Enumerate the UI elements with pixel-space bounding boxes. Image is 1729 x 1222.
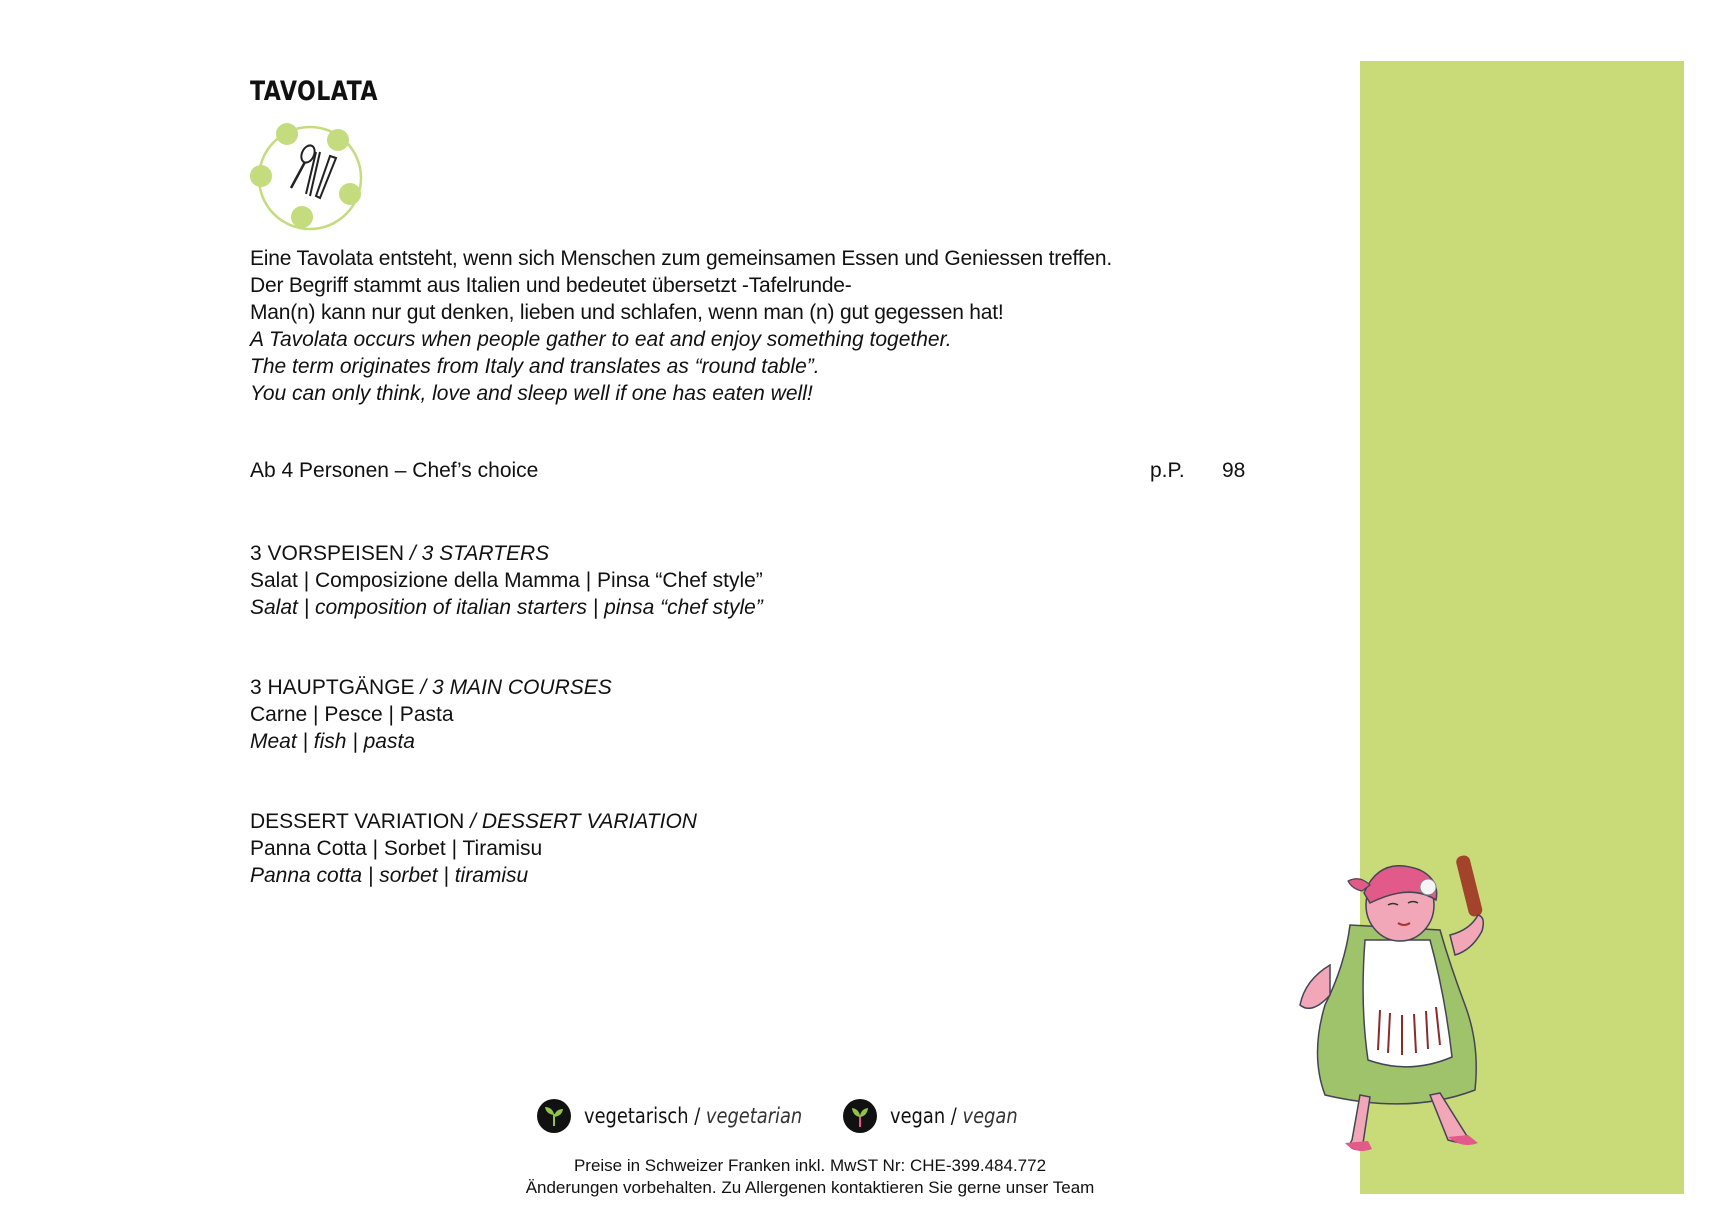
footer-line-allergens: Änderungen vorbehalten. Zu Allergenen kontaktieren Sie gerne unser Team xyxy=(525,1178,1095,1197)
course-items-de: Carne | Pesce | Pasta xyxy=(250,703,454,726)
vegetarian-leaf-icon xyxy=(536,1098,572,1134)
course-heading: DESSERT VARIATION xyxy=(250,810,465,833)
legend-vegan-de: vegan xyxy=(890,1104,946,1128)
footer-line-prices: Preise in Schweizer Franken inkl. MwST Nr: CHE-399.484.772 xyxy=(573,1156,1047,1175)
course-heading: 3 HAUPTGÄNGE xyxy=(250,676,415,699)
course-main xyxy=(250,674,612,755)
course-items-de: Panna Cotta | Sorbet | Tiramisu xyxy=(250,837,543,860)
course-starters xyxy=(250,540,763,621)
intro-en-line: The term originates from Italy and translates as “round table”. xyxy=(250,355,820,378)
intro-de-line: Der Begriff stammt aus Italien und bedeutet übersetzt -Tafelrunde- xyxy=(250,274,852,297)
intro-en-line: You can only think, love and sleep well if one has eaten well! xyxy=(250,382,813,405)
italian-mamma-illustration xyxy=(1290,845,1520,1165)
course-heading-en: / DESSERT VARIATION xyxy=(464,810,697,833)
course-items-en: Salat | composition of italian starters | pinsa “chef style” xyxy=(250,596,763,619)
course-heading-en: / 3 MAIN COURSES xyxy=(414,676,612,699)
intro-en-line: A Tavolata occurs when people gather to eat and enjoy something together. xyxy=(250,328,952,351)
intro-de-line: Eine Tavolata entsteht, wenn sich Menschen zum gemeinsamen Essen und Geniessen treffen. xyxy=(250,247,1113,270)
course-heading: 3 VORSPEISEN xyxy=(250,542,405,565)
intro-de-line: Man(n) kann nur gut denken, lieben und schlafen, wenn man (n) gut gegessen hat! xyxy=(250,301,1004,324)
legend-separator: / xyxy=(688,1104,706,1128)
course-items-de: Salat | Composizione della Mamma | Pinsa “Chef style” xyxy=(250,569,763,592)
cutlery-table-icon xyxy=(246,116,371,236)
legend-vegetarian-en: vegetarian xyxy=(705,1104,803,1128)
legend-vegetarian xyxy=(536,1098,841,1134)
course-items-en: Meat | fish | pasta xyxy=(250,730,415,753)
course-dessert xyxy=(250,808,697,889)
offer-label: Ab 4 Personen – Chef’s choice xyxy=(250,459,539,482)
legend-separator: / xyxy=(945,1104,963,1128)
course-items-en: Panna cotta | sorbet | tiramisu xyxy=(250,864,529,887)
vegan-sprout-icon xyxy=(842,1098,878,1134)
legend-vegan-en: vegan xyxy=(962,1104,1018,1128)
legend-vegan xyxy=(842,1098,1040,1134)
legend-vegetarian-de: vegetarisch xyxy=(584,1104,689,1128)
footer-notice xyxy=(430,1155,1190,1199)
price-unit: p.P. xyxy=(1150,459,1185,482)
price-value: 98 xyxy=(1222,459,1246,482)
menu-title: TAVOLATA xyxy=(250,76,378,107)
course-heading-en: / 3 STARTERS xyxy=(404,542,550,565)
intro-text xyxy=(250,245,1112,407)
